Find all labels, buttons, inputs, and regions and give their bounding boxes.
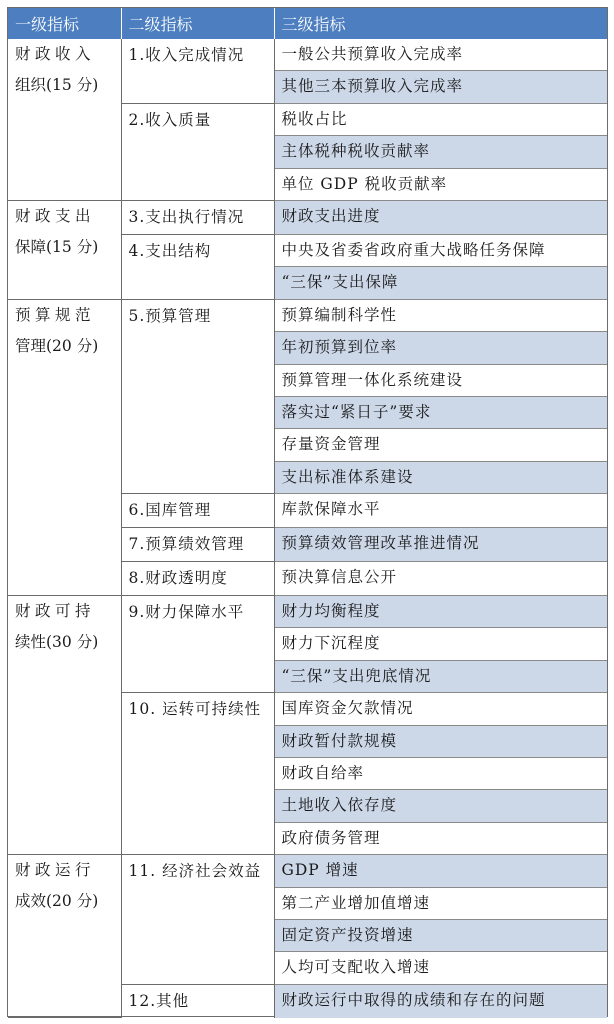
level3-cell: 财政自给率 (274, 758, 607, 790)
table-row (8, 596, 607, 628)
level2-label: 10. 运转可持续性 (128, 700, 262, 719)
level1-label-line2: 成效(20 分) (15, 892, 99, 911)
level3-cell: 国库资金欠款情况 (274, 693, 607, 725)
level3-cell: 财政暂付款规模 (274, 725, 607, 757)
level1-cell (8, 596, 121, 855)
level3-cell: 库款保障水平 (274, 494, 607, 528)
level2-label: 3.支出执行情况 (128, 207, 245, 226)
level3-cell: 落实过“紧日子”要求 (274, 396, 607, 428)
level3-cell: 政府债务管理 (274, 822, 607, 854)
level3-cell: 税收占比 (274, 103, 607, 135)
level1-label-line1: 预算规范 (15, 305, 96, 324)
table-row (8, 200, 607, 234)
level1-cell (8, 39, 121, 200)
level1-label-line1: 财政收入 (15, 45, 96, 63)
indicator-table-frame (7, 7, 608, 1017)
level2-cell (121, 528, 274, 562)
level3-cell: 预算编制科学性 (274, 299, 607, 331)
level2-cell (121, 596, 274, 693)
level2-cell (121, 855, 274, 985)
level2-label: 4.支出结构 (128, 241, 212, 260)
level3-cell: 一般公共预算收入完成率 (274, 39, 607, 71)
level2-label: 6.国库管理 (128, 501, 212, 520)
level3-cell: 中央及省委省政府重大战略任务保障 (274, 234, 607, 266)
level1-label-line1: 财政可持 (15, 602, 96, 621)
table-row (8, 299, 607, 331)
level2-cell (121, 103, 274, 200)
level1-label-line2: 保障(15 分) (15, 237, 99, 256)
level3-cell: 预算绩效管理改革推进情况 (274, 528, 607, 562)
level2-label: 12.其他 (128, 991, 190, 1010)
level3-cell: 其他三本预算收入完成率 (274, 71, 607, 103)
level2-cell (121, 562, 274, 596)
level2-label: 2.收入质量 (128, 110, 212, 129)
level2-cell (121, 234, 274, 299)
level3-cell: 预算管理一体化系统建设 (274, 364, 607, 396)
level2-cell (121, 693, 274, 855)
level2-label: 9.财力保障水平 (128, 603, 245, 622)
level2-label: 1.收入完成情况 (128, 46, 245, 64)
level1-label-line2: 组织(15 分) (15, 76, 99, 94)
level1-label-line1: 财政运行 (15, 861, 96, 880)
level1-label-line2: 续性(30 分) (15, 633, 99, 652)
level3-cell: 第二产业增加值增速 (274, 887, 607, 919)
level3-cell: 财力下沉程度 (274, 628, 607, 660)
level3-cell: GDP 增速 (274, 855, 607, 887)
level1-label-line2: 管理(20 分) (15, 336, 99, 355)
indicator-table (8, 8, 607, 1018)
header-level3: 三级指标 (274, 8, 607, 39)
level3-cell: 支出标准体系建设 (274, 461, 607, 493)
level2-cell (121, 984, 274, 1018)
level2-label: 5.预算管理 (128, 306, 212, 325)
level3-cell: 主体税种税收贡献率 (274, 136, 607, 168)
level2-label: 7.预算绩效管理 (128, 535, 245, 554)
level2-cell (121, 299, 274, 493)
level1-cell (8, 855, 121, 1018)
header-row (8, 8, 607, 39)
level3-cell: 固定资产投资增速 (274, 919, 607, 951)
level3-cell: 财力均衡程度 (274, 596, 607, 628)
level3-cell: 人均可支配收入增速 (274, 952, 607, 984)
level3-cell: 财政支出进度 (274, 200, 607, 234)
level3-cell: 存量资金管理 (274, 429, 607, 461)
level3-cell: 土地收入依存度 (274, 790, 607, 822)
level2-cell (121, 39, 274, 103)
level3-cell: “三保”支出保障 (274, 267, 607, 299)
level3-cell: “三保”支出兜底情况 (274, 660, 607, 692)
level2-cell (121, 200, 274, 234)
level2-cell (121, 494, 274, 528)
level3-cell: 财政运行中取得的成绩和存在的问题 (274, 984, 607, 1018)
level3-cell: 单位 GDP 税收贡献率 (274, 168, 607, 200)
level2-label: 8.财政透明度 (128, 569, 228, 588)
level3-cell: 年初预算到位率 (274, 332, 607, 364)
header-level2: 二级指标 (121, 8, 274, 39)
level2-label: 11. 经济社会效益 (128, 862, 262, 881)
header-level1: 一级指标 (8, 8, 121, 39)
level1-cell (8, 200, 121, 299)
table-body (8, 39, 607, 1018)
level3-cell: 预决算信息公开 (274, 562, 607, 596)
table-row (8, 39, 607, 71)
level1-cell (8, 299, 121, 595)
table-row (8, 855, 607, 887)
level1-label-line1: 财政支出 (15, 206, 96, 225)
